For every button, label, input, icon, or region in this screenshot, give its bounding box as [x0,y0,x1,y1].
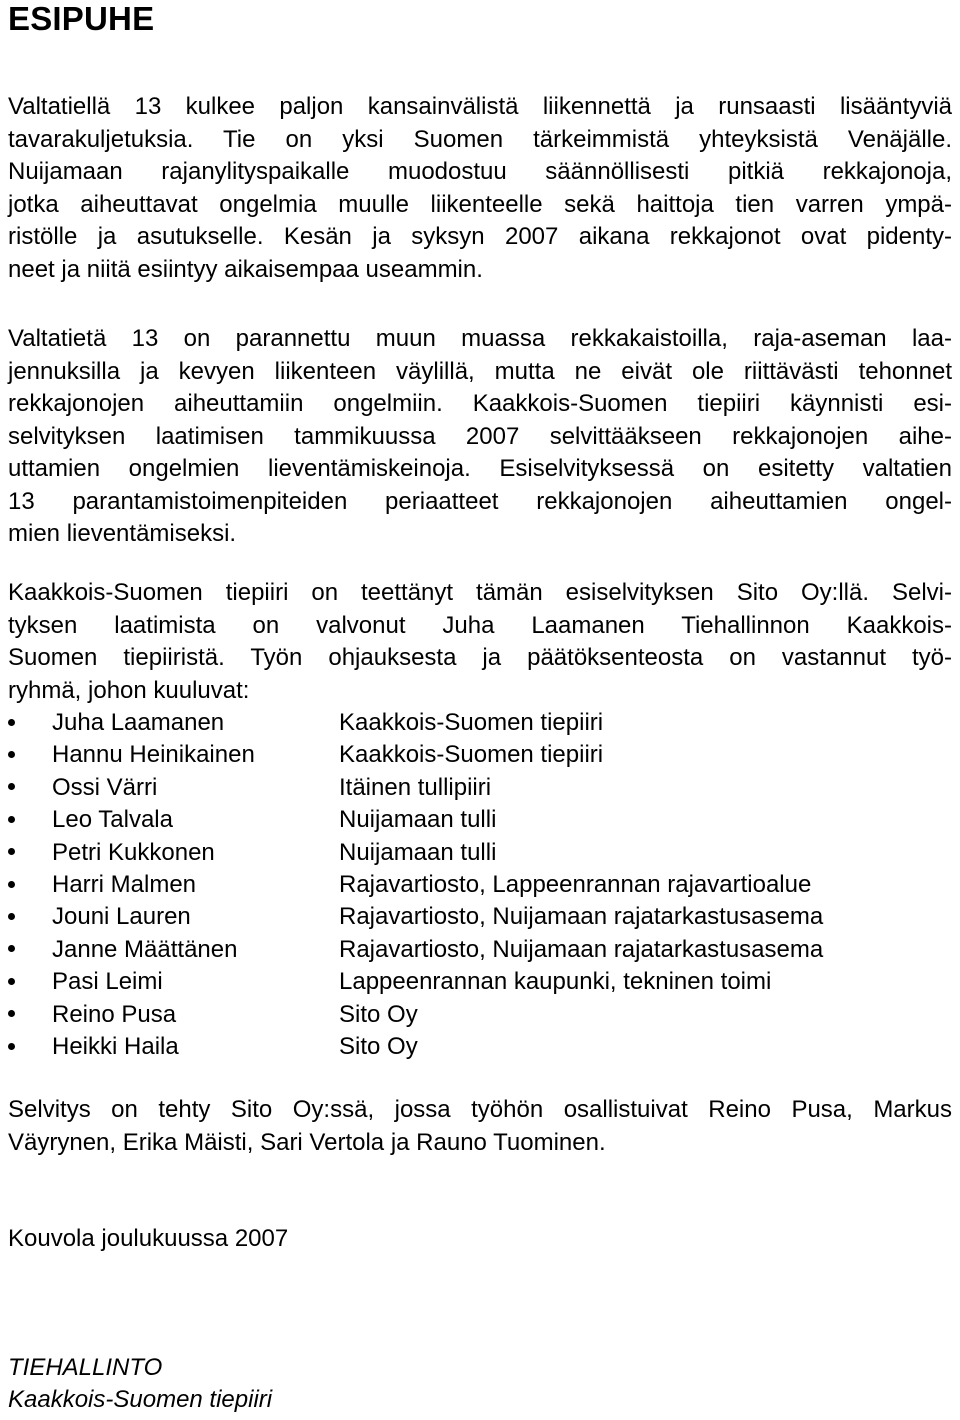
text-line: Nuijamaan rajanylityspaikalle muodostuu säännöllisesti pitkiä rekkajonoja, [8,158,952,185]
text-line: jotka aiheuttavat ongelmia muulle liikenteelle sekä haittoja tien varren ympä- [8,190,952,218]
list-item [8,999,952,1031]
paragraph-improvements [8,323,952,551]
list-item [8,707,952,739]
member-organization: Sito Oy [339,1000,418,1028]
bullet-icon [8,1031,26,1063]
bullet-icon [8,934,26,966]
text-line: mien lieventämiseksi. [8,520,237,547]
text-line: Suomen tiepiiristä. Työn ohjauksesta ja päätöksenteosta on vastannut työ- [8,644,952,671]
text-line: Kaakkois-Suomen tiepiiri on teettänyt tämän esiselvityksen Sito Oy:llä. Selvi- [8,579,952,606]
list-item [8,934,952,966]
bullet-icon [8,707,26,739]
member-organization: Nuijamaan tulli [339,806,497,834]
bullet-icon [8,901,26,933]
bullet-icon [8,804,26,836]
bullet-icon [8,966,26,998]
text-line: jennuksilla ja kevyen liikenteen väylillä, mutta ne eivät ole riittävästi tehonnet [8,357,952,385]
list-item [8,901,952,933]
text-line: Selvitys on tehty Sito Oy:ssä, jossa työhön osallistuivat Reino Pusa, Markus [8,1096,952,1123]
text-line: tavarakuljetuksia. Tie on yksi Suomen tärkeimmistä yhteyksistä Venäjälle. [8,125,952,153]
signature-organization: TIEHALLINTO [8,1354,163,1381]
list-item [8,804,952,836]
list-item [8,1031,952,1063]
member-organization: Sito Oy [339,1032,418,1060]
member-name: Leo Talvala [52,806,173,834]
text-line: ristölle ja asutukselle. Kesän ja syksyn 2007 aikana rekkajonot ovat pidenty- [8,223,952,250]
paragraph-workgroup [8,577,952,707]
member-name: Jouni Lauren [52,903,191,931]
bullet-icon [8,739,26,771]
place-and-date: Kouvola joulukuussa 2007 [8,1225,289,1252]
member-name: Petri Kukkonen [52,838,215,866]
list-item [8,966,952,998]
list-item [8,837,952,869]
signature-unit: Kaakkois-Suomen tiepiiri [8,1386,273,1413]
bullet-icon [8,999,26,1031]
member-name: Juha Laamanen [52,709,225,736]
list-item [8,772,952,804]
text-line: rekkajonojen aiheuttamiin ongelmiin. Kaakkois-Suomen tiepiiri käynnisti esi- [8,390,952,417]
member-name: Ossi Värri [52,773,158,801]
member-name: Harri Malmen [52,870,197,898]
text-line: uttamien ongelmien lieventämiskeinoja. Esiselvityksessä on esitetty valtatien [8,455,952,482]
member-organization: Itäinen tullipiiri [339,773,492,801]
member-name: Hannu Heinikainen [52,741,255,769]
member-organization: Lappeenrannan kaupunki, tekninen toimi [339,968,772,996]
member-name: Reino Pusa [52,1000,177,1028]
member-organization: Nuijamaan tulli [339,838,497,866]
member-organization: Rajavartiosto, Lappeenrannan rajavartioalue [339,870,812,898]
member-organization: Rajavartiosto, Nuijamaan rajatarkastusasema [339,935,824,963]
text-line: selvityksen laatimisen tammikuussa 2007 selvittääkseen rekkajonojen aihe- [8,422,952,450]
list-item [8,869,952,901]
bullet-icon [8,837,26,869]
workgroup-member-list [8,707,952,1063]
text-line: tyksen laatimista on valvonut Juha Laamanen Tiehallinnon Kaakkois- [8,611,952,639]
paragraph-intro [8,91,952,286]
text-line: 13 parantamistoimenpiteiden periaatteet rekkajonojen aiheuttamien ongel- [8,487,952,515]
text-line: Valtatietä 13 on parannettu muun muassa rekkakaistoilla, raja-aseman laa- [8,325,952,352]
text-line: Väyrynen, Erika Mäisti, Sari Vertola ja Rauno Tuominen. [8,1128,606,1156]
list-item [8,739,952,771]
member-organization: Rajavartiosto, Nuijamaan rajatarkastusasema [339,903,824,931]
member-organization: Kaakkois-Suomen tiepiiri [339,709,604,736]
bullet-icon [8,869,26,901]
text-line: neet ja niitä esiintyy aikaisempaa useammin. [8,255,483,283]
paragraph-authors [8,1094,952,1159]
member-name: Heikki Haila [52,1032,179,1060]
text-line: Valtatiellä 13 kulkee paljon kansainvälistä liikennettä ja runsaasti lisääntyviä [8,93,952,120]
member-name: Janne Määttänen [52,935,238,963]
member-name: Pasi Leimi [52,968,163,996]
text-line: ryhmä, johon kuuluvat: [8,676,250,704]
page-title: ESIPUHE [8,0,155,37]
member-organization: Kaakkois-Suomen tiepiiri [339,741,604,769]
bullet-icon [8,772,26,804]
